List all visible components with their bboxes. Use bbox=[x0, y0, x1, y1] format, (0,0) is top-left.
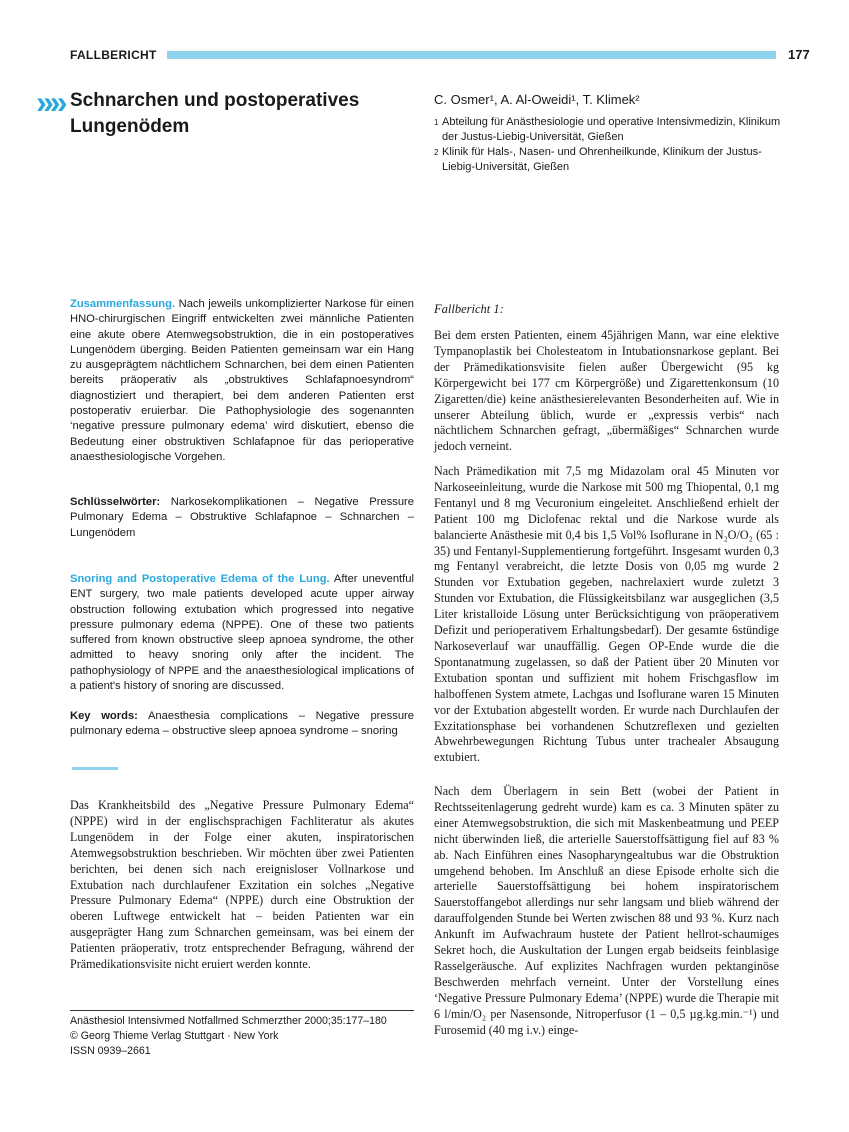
keywords-german: Schlüsselwörter: Narkosekomplikationen – Negative Pressure Pulmonary Edema – Obstruktive Schlafapnoe – Schnarchen – Lungenödem bbox=[70, 496, 414, 539]
affiliation-1: 1 Abteilung für Anästhesiologie und operative Intensivmedizin, Klinikum der Justus-Liebig-Universität, Gießen bbox=[434, 116, 781, 143]
header-bar bbox=[167, 51, 776, 59]
abstract-english: Snoring and Postoperative Edema of the Lung. After uneventful ENT surgery, two male patients developed acute upper airway obstruction following extubation which progressed into negative pressure pulmonary edema (NPPE). One of these two patients suffered from known obstructive sleep apnoea syndrome, the other admitted to heavy snoring only after the incident. The pathophysiology of NPPE and the anaesthesiological implications of a patient's history of snoring are discussed. bbox=[70, 573, 414, 693]
abstract-de-label: Zusammenfassung. bbox=[70, 298, 176, 310]
footer-rule bbox=[70, 1010, 414, 1011]
citation-footer: Anästhesiol Intensivmed Notfallmed Schmerzther 2000;35:177–180 © Georg Thieme Verlag Stuttgart · New York ISSN 0939–2661 bbox=[70, 1015, 387, 1057]
affiliations bbox=[434, 115, 794, 175]
chevron-icon: »» bbox=[36, 84, 64, 120]
introduction: Das Krankheitsbild des „Negative Pressure Pulmonary Edema“ (NPPE) wird in der englischsprachigen Fachliteratur als akutes Lungenödem in der Folge einer akuten, inspiratorischen Atemwegsobstruktion beschrieben. Wir möchten über zwei Patienten berichten, bei denen sich nach ereignisloser Vollnarkose und Extubation nach durchlaufener Exzitation ein solches „Negative Pressure Pulmonary Edema“ (NPPE) durch eine Obstruktion der oberen Luftwege entwickelt hat – beiden Patienten war ein ausgeprägter Hang zum Schnarchen gemeinsam, was bei einem der Patienten präoperativ, trotz entsprechender Befragung, während der Prämedikationsvisite nicht eruiert werden konnte. bbox=[70, 798, 414, 972]
abstract-german: Zusammenfassung. Nach jeweils unkomplizierter Narkose für einen HNO-chirurgischen Eingriff entwickelten zwei männliche Patienten eine akute obere Atemwegsobstruktion, die in ein postoperatives Lungenödem überging. Beiden Patienten gemeinsam war ein Hang zu ausgeprägtem nächtlichem Schnarchen, bei dem einen Patienten bereits präoperativ als „obstruktives Schlafapnoesyndrom“ diagnostiziert und therapiert, bei dem anderen Patienten erst postoperativ eruierbar. Die Pathophysiologie des sogenannten ‘negative pressure pulmonary edema’ wird diskutiert, ebenso die Bedeutung einer obstruktiven Schlafapnoe für das perioperative anaesthesiologische Vorgehen. bbox=[70, 298, 414, 463]
section-divider bbox=[72, 767, 118, 770]
article-title: Schnarchen und postoperatives Lungenödem bbox=[70, 90, 360, 137]
authors: C. Osmer¹, A. Al-Oweidi¹, T. Klimek² bbox=[434, 92, 640, 107]
keywords-english: Key words: Anaesthesia complications – Negative pressure pulmonary edema – obstructive sleep apnoea syndrome – snoring bbox=[70, 710, 414, 738]
case-paragraph-1: Bei dem ersten Patienten, einem 45jährigen Mann, war eine elektive Tympanoplastik bei Cholesteatom in Intubationsnarkose geplant. Bei der Prämedikationsvisite fielen außer Übergewicht (95 kg Körpergewicht bei 177 cm Körpergröße) und Zigarettenkonsum (10 Zigaretten/die) keine anästhesierelevanten Besonderheiten auf. Wie in unserer Abteilung üblich, wurde er „expressis verbis“ nach nächtlichem Schnarchen gefragt, „übermäßiges“ Schnarchen wurde jedoch verneint. bbox=[434, 328, 779, 454]
case-paragraph-3: Nach dem Überlagern in sein Bett (wobei der Patient in Rechtsseitenlagerung gedreht wurde) kam es ca. 3 Minuten später zu einer Atemwegsobstruktion, die sich mit Maskenbeatmung und PEEP nicht überwinden ließ, die arterielle Sauerstoffsättigung fiel auf 83 % ab. Nach Einführen eines Nasopharyngealtubus war die Obstruktion umgehend behoben. Im Anschluß an diese Episode erholte sich die arterielle Sauerstoffsättigung bei hohem inspiratorischem Sauerstoffangebot allerdings nur sehr langsam und blieb während der darauffolgenden Stunde bei Werten zwischen 88 und 93 %. Kurz nach Ankunft im Aufwachraum hustete der Patient hellrot-schaumiges Sekret hoch, die Auskultation der Lungen ergab beidseits feinblasige Rasselgeräusche. Auf explizites Nachfragen wurden pektanginöse Beschwerden mehrfach verneint. Unter der Vorstellung eines ‘Negative Pressure Pulmonary Edema’ (NPPE) wurde die Therapie mit 6 l/min/O₂ per Nasensonde, Nitroperfusor (1 – 0,5 µg.kg.min.⁻¹) und Furosemid (40 mg i.v.) einge- bbox=[434, 784, 779, 1037]
affiliation-2: 2 Klinik für Hals-, Nasen- und Ohrenheilkunde, Klinikum der Justus-Liebig-Universität, Gießen bbox=[434, 146, 762, 173]
section-label: FALLBERICHT bbox=[70, 48, 157, 62]
case-title: Fallbericht 1: bbox=[434, 302, 504, 316]
case-paragraph-2: Nach Prämedikation mit 7,5 mg Midazolam oral 45 Minuten vor Narkoseeinleitung, wurde die Narkose mit 500 mg Thiopental, 0,1 mg Fentanyl und 8 mg Vecuronium eingeleitet. Anschließend erhielt der Patient 100 mg Diclofenac rektal und die Narkose wurde als balancierte Anästhesie mit 0,4 bis 1,5 Vol% Isoflurane in N₂O/O₂ (65 : 35) und Fentanyl-Supplementierung fortgeführt. Insgesamt wurden 0,3 mg Fentanyl verabreicht, die letzte Dosis von 0,05 mg wurde 2 Stunden vor Extubation gegeben, nachrelaxiert wurde zuletzt 3 Stunden vor Extubation, die Flüssigkeitsbilanz war ausgeglichen (3,5 Liter kristalloide Lösung unter Berücksichtigung von präoperativem Defizit und perioperativem Erhaltungsbedarf). Der gesamte 6stündige Narkoseverlauf war unauffällig. Gegen OP-Ende wurde die die Spontanatmung zugelassen, so daß der Patient über 20 Minuten vor Extubation spontan und suffizient mit hohem Frischgasflow im halboffenen System atmete, Lachgas und Isoflurane waren 15 Minuten vor der Extubation abgestellt worden. Er wurde nach Durchlaufen der Exzitationsphase bei vorhandenen Schutzreflexen und gezielten Abwehrbewegungen Richtung Tubus unter trachealer Absaugung extubiert. bbox=[434, 464, 779, 765]
abstract-en-label: Snoring and Postoperative Edema of the Lung. bbox=[70, 573, 330, 585]
page-number: 177 bbox=[788, 47, 810, 62]
